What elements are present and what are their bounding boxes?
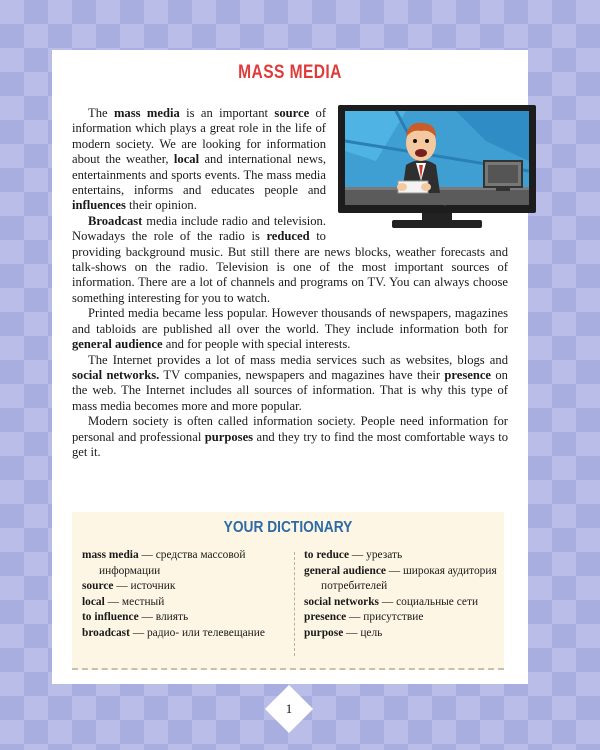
dictionary-definition: — цель — [343, 626, 383, 639]
text: and international news, entertainments and sports events. The mass media entertains, informs and educates people and — [72, 152, 326, 198]
tv-news-anchor-icon — [336, 101, 538, 235]
dictionary-definition: — источник — [113, 580, 176, 593]
dictionary-definition: — местный — [104, 595, 165, 608]
dictionary-entry — [304, 610, 500, 626]
bold-term: mass media — [113, 106, 180, 120]
bold-term: social networks. — [72, 367, 160, 382]
page-sheet — [52, 50, 528, 684]
text: is an important — [179, 106, 275, 120]
text: their opinion. — [125, 198, 197, 213]
dictionary-entry — [82, 579, 290, 595]
dictionary-box — [72, 512, 504, 670]
bold-term: influences — [72, 198, 126, 213]
text: and they try to find the most comfortable ways to get it. — [72, 429, 508, 459]
dictionary-left-column — [82, 548, 290, 642]
dictionary-term: mass media — [82, 549, 139, 561]
text: and for people with special interests. — [162, 337, 351, 352]
text: on the web. The Internet includes all sources of information. That is why this type of mass media becomes more and more popular. — [72, 367, 508, 413]
dictionary-term: general audience — [304, 564, 386, 577]
paragraph-5 — [72, 414, 508, 460]
dictionary-entry — [304, 548, 500, 564]
text: TV companies, newspapers and magazines have their — [159, 367, 445, 382]
dictionary-definition: — широкая аудитория потребителей — [321, 564, 497, 593]
dictionary-definition: — социальные сети — [379, 595, 479, 608]
dictionary-term: presence — [304, 611, 347, 624]
page-number: 1 — [285, 701, 293, 716]
bold-term: Broadcast — [88, 213, 143, 228]
text: Printed media became less popular. However thousands of newspapers, magazines and tabloids are published all over the world. They include information both for — [72, 306, 508, 336]
text: Modern society is often called information society. People need information for personal and professional — [72, 414, 508, 444]
bold-term: general audience — [72, 337, 163, 352]
dictionary-definition: — радио- или телевещание — [129, 626, 265, 639]
dictionary-divider — [294, 552, 295, 656]
dictionary-definition: — средства массовой информации — [99, 549, 246, 577]
dictionary-entry — [82, 548, 290, 579]
paragraph-4 — [72, 353, 508, 415]
paragraph-3 — [72, 306, 508, 352]
dictionary-term: local — [82, 595, 105, 608]
text: to providing background music. But still there are news blocks, weather forecasts and talk-shows on the radio. Television is one of the most important sources of information. There are a lot of channels and programs on TV. You can always choose something interesting for you to watch. — [72, 229, 508, 305]
dictionary-entry — [82, 626, 290, 642]
text: of information which plays a great role in the life of modern society. We are looking for information about the weather, — [72, 106, 327, 167]
dictionary-definition: — присутствие — [346, 611, 424, 624]
dictionary-entry — [304, 564, 500, 595]
dictionary-term: social networks — [304, 595, 379, 608]
dictionary-right-column — [304, 548, 500, 642]
dictionary-term: broadcast — [82, 626, 130, 639]
text: media include radio and television. Nowadays the role of the radio is — [72, 213, 326, 244]
dictionary-title: YOUR DICTIONARY — [223, 519, 353, 536]
bold-term: local — [173, 152, 200, 167]
dictionary-entry — [82, 595, 290, 611]
dictionary-definition: — урезать — [349, 549, 403, 561]
bold-term: reduced — [266, 229, 310, 244]
dictionary-term: source — [82, 580, 114, 593]
dictionary-definition: — влиять — [138, 611, 189, 624]
dictionary-entry — [304, 595, 500, 611]
text: The — [88, 106, 114, 120]
bold-term: presence — [444, 367, 492, 382]
bold-term: source — [274, 106, 310, 120]
dictionary-term: purpose — [304, 626, 344, 639]
dictionary-entry — [304, 626, 500, 642]
text: The Internet provides a lot of mass media services such as websites, blogs and — [88, 352, 508, 367]
dictionary-entry — [82, 610, 290, 626]
page-title: MASS MEDIA — [238, 62, 342, 83]
dictionary-term: to reduce — [304, 549, 350, 561]
article-body — [72, 106, 508, 460]
dictionary-term: to influence — [82, 611, 139, 624]
bold-term: purposes — [204, 429, 254, 444]
